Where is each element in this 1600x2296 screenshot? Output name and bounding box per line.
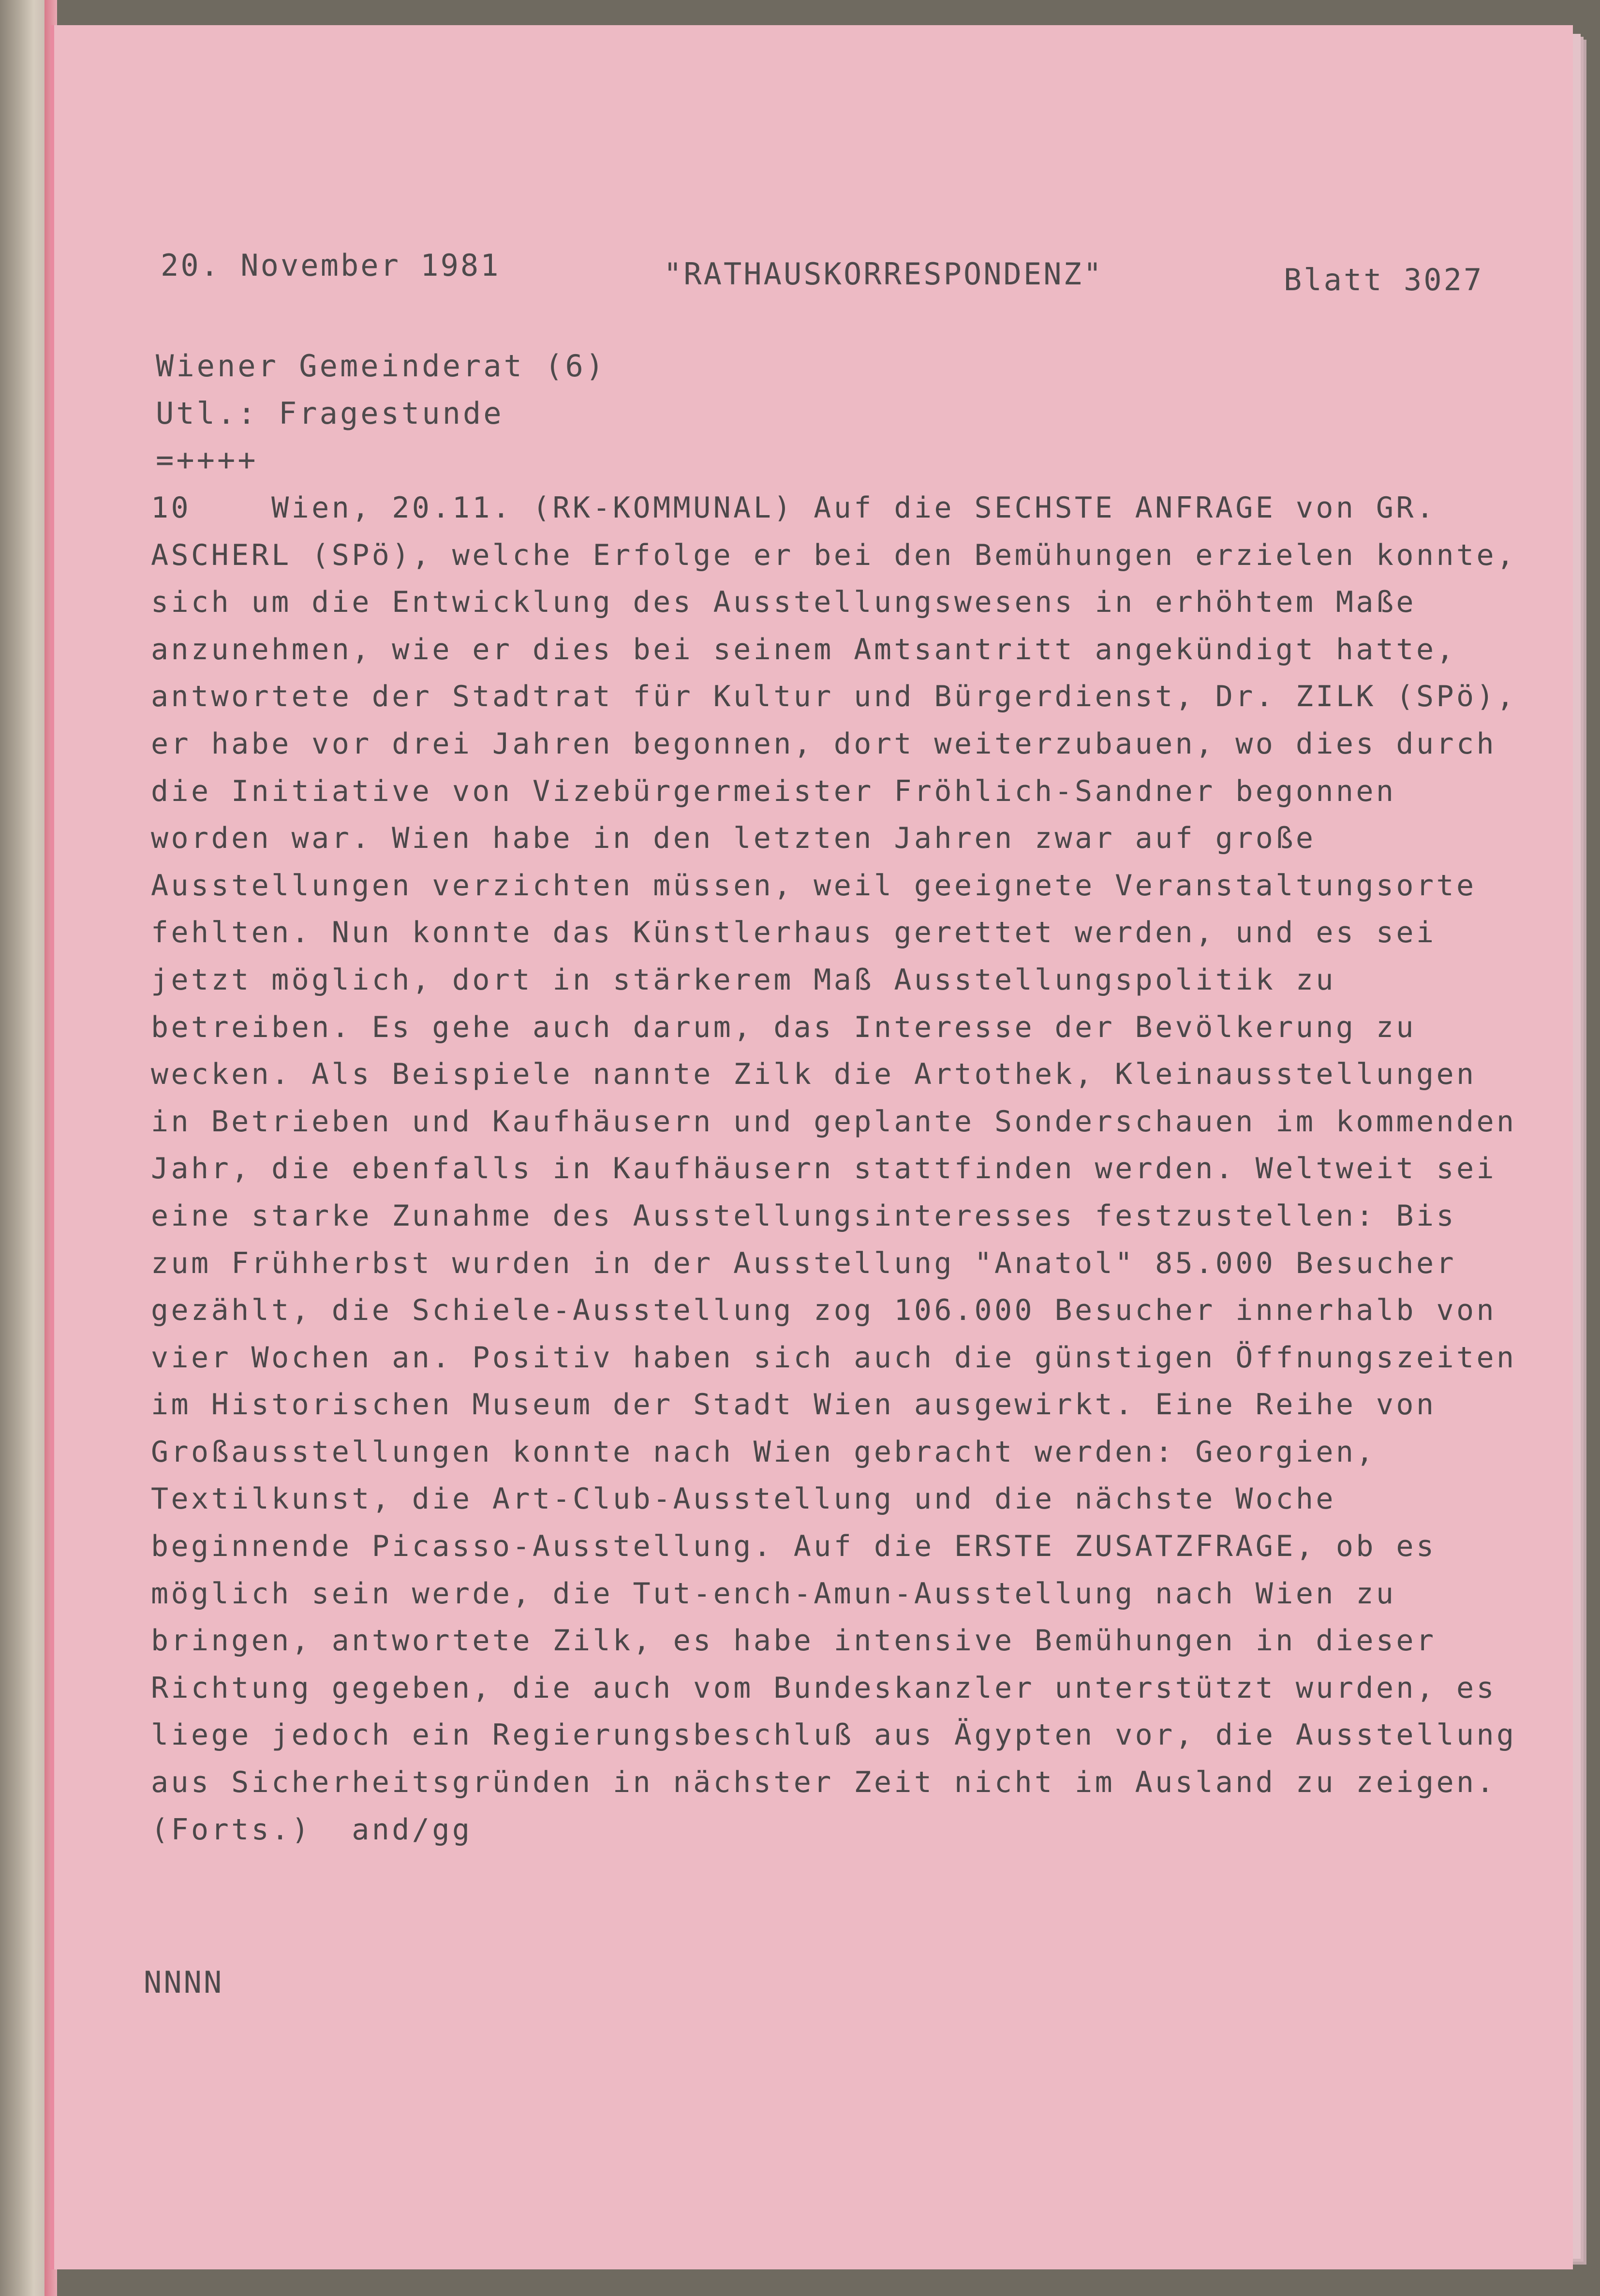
body-line: Textilkunst, die Art-Club-Ausstellung und die nächste Woche: [151, 1482, 1336, 1516]
header-publication: "RATHAUSKORRESPONDENZ": [664, 256, 1104, 292]
body-line: eine starke Zunahme des Ausstellungsinteresses festzustellen: Bis: [151, 1199, 1456, 1233]
body-line: bringen, antwortete Zilk, es habe intensive Bemühungen in dieser: [151, 1624, 1437, 1658]
body-line: antwortete der Stadtrat für Kultur und Bürgerdienst, Dr. ZILK (SPö),: [151, 680, 1517, 714]
body-line: Großausstellungen konnte nach Wien gebracht werden: Georgien,: [151, 1435, 1376, 1469]
binder-edge: [0, 0, 48, 2296]
body-line: möglich sein werde, die Tut-ench-Amun-Ausstellung nach Wien zu: [151, 1576, 1396, 1611]
body-line: (Forts.) and/gg: [151, 1812, 473, 1847]
body-line: in Betrieben und Kaufhäusern und geplante Sonderschauen im kommenden: [151, 1104, 1517, 1139]
header-date: 20. November 1981: [161, 248, 501, 283]
body-line: liege jedoch ein Regierungsbeschluß aus Ägypten vor, die Ausstellung: [151, 1718, 1517, 1752]
document-page: [50, 25, 1573, 2269]
header-sheet-number: Blatt 3027: [1284, 262, 1484, 297]
body-line: sich um die Entwicklung des Ausstellungswesens in erhöhtem Maße: [151, 585, 1416, 620]
body-line: aus Sicherheitsgründen in nächster Zeit nicht im Ausland zu zeigen.: [151, 1765, 1497, 1800]
body-line: fehlten. Nun konnte das Künstlerhaus gerettet werden, und es sei: [151, 916, 1437, 950]
body-line: gezählt, die Schiele-Ausstellung zog 106.000 Besucher innerhalb von: [151, 1293, 1497, 1328]
article-subtitle: Utl.: Fragestunde: [156, 396, 504, 431]
body-line: Ausstellungen verzichten müssen, weil geeignete Veranstaltungsorte: [151, 868, 1477, 903]
body-line: die Initiative von Vizebürgermeister Fröhlich-Sandner begonnen: [151, 774, 1396, 808]
body-line: im Historischen Museum der Stadt Wien ausgewirkt. Eine Reihe von: [151, 1388, 1437, 1422]
body-line: Jahr, die ebenfalls in Kaufhäusern stattfinden werden. Weltweit sei: [151, 1152, 1497, 1186]
body-line: anzunehmen, wie er dies bei seinem Amtsantritt angekündigt hatte,: [151, 632, 1456, 667]
body-line: jetzt möglich, dort in stärkerem Maß Ausstellungspolitik zu: [151, 963, 1336, 997]
article-body: [151, 485, 1554, 1853]
body-line: zum Frühherbst wurden in der Ausstellung "Anatol" 85.000 Besucher: [151, 1246, 1456, 1280]
body-line: worden war. Wien habe in den letzten Jahren zwar auf große: [151, 821, 1316, 856]
body-line: wecken. Als Beispiele nannte Zilk die Artothek, Kleinausstellungen: [151, 1057, 1477, 1092]
body-line: ASCHERL (SPö), welche Erfolge er bei den Bemühungen erzielen konnte,: [151, 538, 1517, 572]
separator-mark: =++++: [156, 442, 258, 477]
body-line: er habe vor drei Jahren begonnen, dort weiterzubauen, wo dies durch: [151, 726, 1497, 761]
end-mark: NNNN: [144, 1965, 224, 2000]
body-line: Richtung gegeben, die auch vom Bundeskanzler unterstützt wurden, es: [151, 1671, 1497, 1705]
body-line: vier Wochen an. Positiv haben sich auch die günstigen Öffnungszeiten: [151, 1340, 1517, 1375]
body-line: 10 Wien, 20.11. (RK-KOMMUNAL) Auf die SECHSTE ANFRAGE von GR.: [151, 491, 1437, 525]
body-line: betreiben. Es gehe auch darum, das Interesse der Bevölkerung zu: [151, 1010, 1416, 1044]
body-line: beginnende Picasso-Ausstellung. Auf die ERSTE ZUSATZFRAGE, ob es: [151, 1529, 1437, 1564]
article-title: Wiener Gemeinderat (6): [156, 348, 607, 384]
